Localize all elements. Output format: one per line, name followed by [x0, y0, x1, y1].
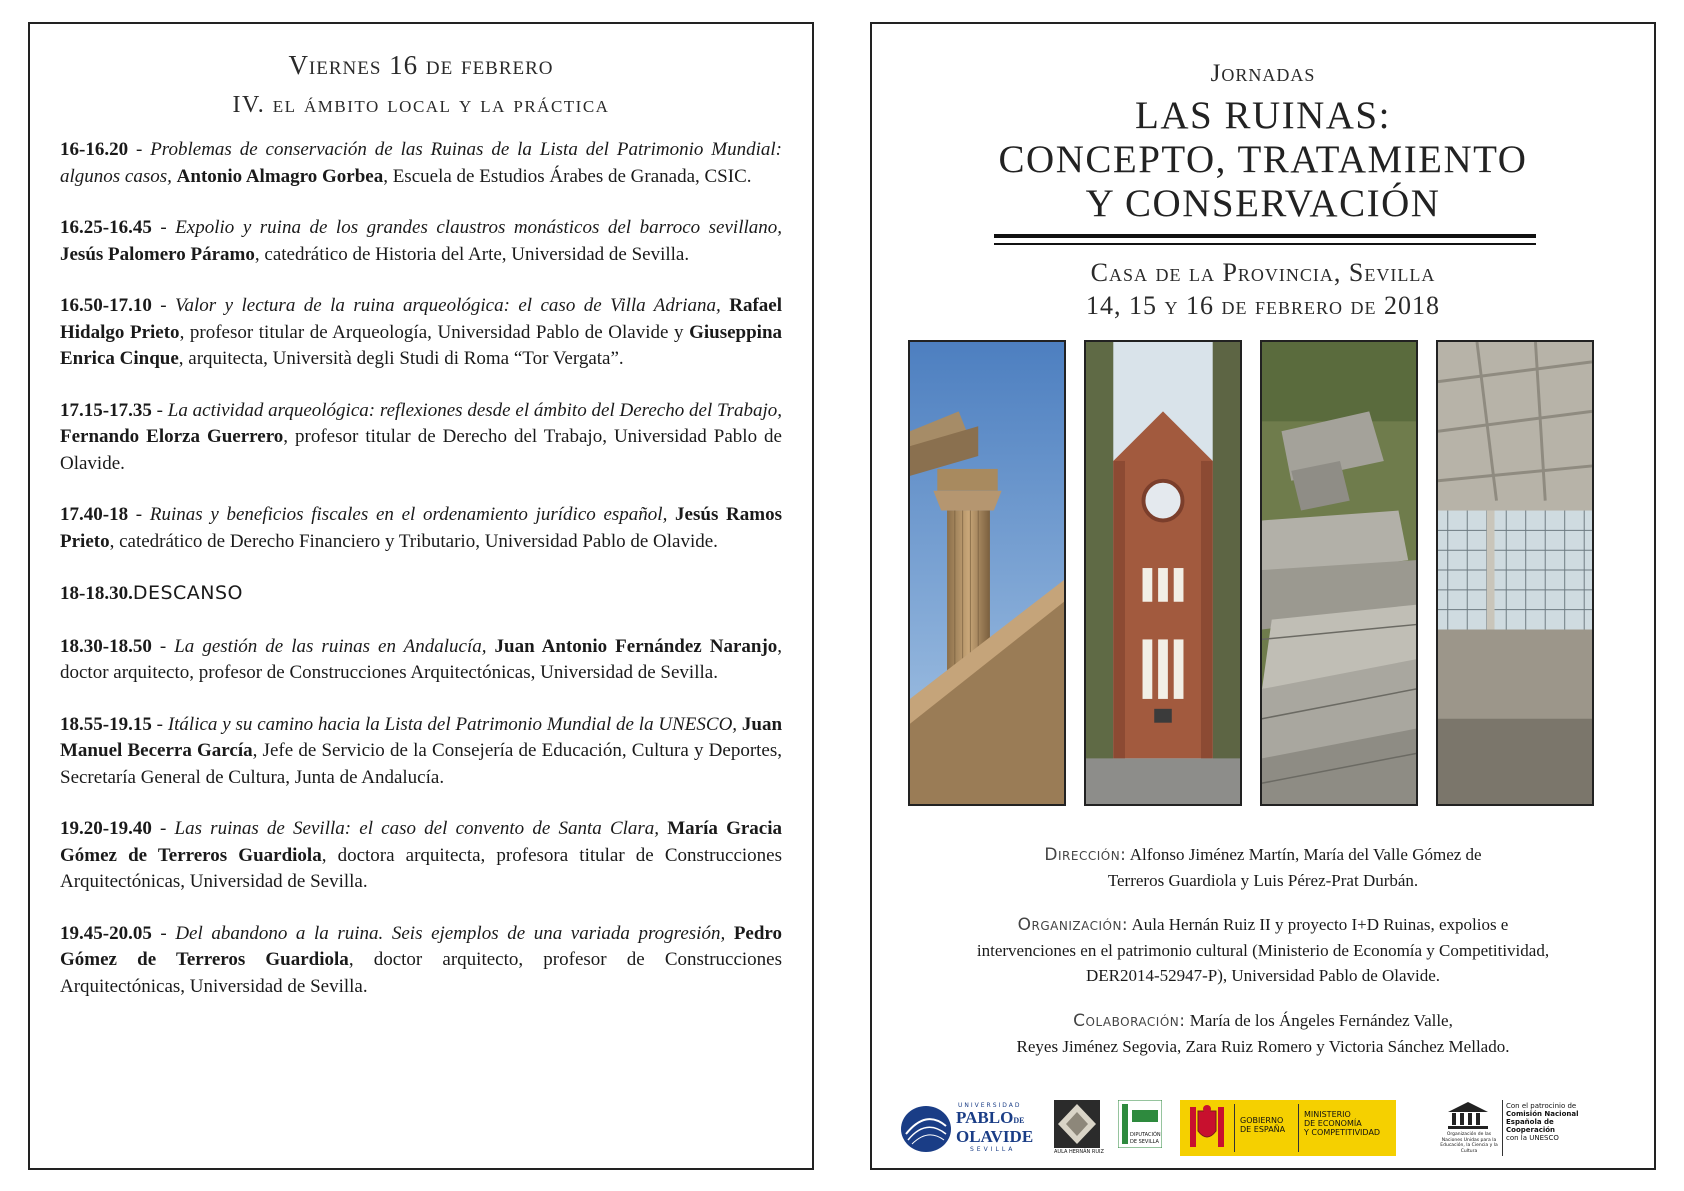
colaboracion-label: Colaboración: [1073, 1011, 1186, 1031]
item-sep: - [151, 399, 168, 421]
event-title-line: Y CONSERVACIÓN [1085, 182, 1441, 225]
unesco-commission-line: con la UNESCO [1506, 1134, 1559, 1142]
unesco-commission-line: Con el patrocinio de [1506, 1102, 1577, 1110]
organizacion-label: Organización: [1017, 915, 1129, 935]
item-affiliation: , catedrático de Derecho Financiero y Tributario, Universidad Pablo de Olavide. [109, 530, 718, 552]
item-affiliation: , arquitecta, Università degli Studi di Roma “Tor Vergata”. [178, 348, 624, 369]
organizacion-text: Aula Hernán Ruiz II y proyecto I+D Ruinas, expolios e [1131, 915, 1509, 934]
unesco-commission-line: Cooperación [1506, 1126, 1556, 1134]
item-affiliation: , profesor titular de Arqueología, Universidad Pablo de Olavide y [179, 321, 690, 343]
section-title: IV. el ámbito local y la práctica [232, 92, 610, 118]
ministerio-logo [1180, 1100, 1396, 1156]
aula-text: AULA HERNÁN RUIZ [1054, 1149, 1104, 1155]
venue-name: Casa de la Provincia, Sevilla [1090, 258, 1436, 287]
item-talk: Ruinas y beneficios fiscales en el ordenamiento jurídico español, [149, 504, 668, 525]
aula-logo [1054, 1100, 1104, 1156]
direccion-text: Alfonso Jiménez Martín, María del Valle Gómez de [1129, 845, 1482, 864]
photo-strip [908, 340, 1630, 806]
diputacion-text: DIPUTACIÓN DE SEVILLA [1130, 1132, 1161, 1145]
aula-emblem-icon [1054, 1100, 1100, 1148]
unesco-temple-icon [1446, 1100, 1490, 1130]
item-talk: La gestión de las ruinas en Andalucía, [174, 635, 487, 657]
program-item [60, 712, 782, 792]
program-item [60, 137, 782, 190]
item-time: 19.45-20.05 [60, 922, 152, 944]
item-talk: Las ruinas de Sevilla: el caso del convento de Santa Clara, [174, 818, 660, 839]
item-time: 18.55-19.15 [60, 713, 152, 735]
ministerio-line: Y COMPETITIVIDAD [1304, 1128, 1381, 1137]
item-speaker: Juan Antonio Fernández Naranjo [494, 635, 778, 657]
divider-thick [994, 234, 1536, 238]
program-item [60, 816, 782, 896]
program-list [60, 137, 782, 1025]
item-affiliation: , profesor titular de Derecho del Trabajo, Universidad Pablo de Olavide. [60, 426, 782, 474]
item-talk: Expolio y ruina de los grandes claustros monásticos del barroco sevillano, [175, 217, 782, 238]
unesco-subtitle: Organización de las Naciones Unidas para la Educación, la Ciencia y la Cultura [1440, 1132, 1498, 1154]
colaboracion-text: María de los Ángeles Fernández Valle, [1189, 1011, 1453, 1030]
item-speaker: Juan Manuel Becerra García [60, 713, 783, 761]
item-speaker: Giuseppina Enrica Cinque [60, 321, 783, 369]
upo-emblem-icon [900, 1104, 952, 1154]
item-talk: Itálica y su camino hacia la Lista del Patrimonio Mundial de la UNESCO, [167, 713, 738, 735]
credits-direccion [892, 842, 1634, 893]
unesco-commission-line: Comisión Nacional [1506, 1110, 1579, 1118]
direccion-label: Dirección: [1044, 845, 1127, 865]
photo-concrete-interior [1436, 340, 1594, 806]
upo-wordmark [956, 1110, 1033, 1145]
item-sep: - [151, 635, 175, 657]
ministerio-line: MINISTERIO [1304, 1110, 1351, 1119]
ministerio-text [1304, 1110, 1380, 1137]
colaboracion-text: Reyes Jiménez Segovia, Zara Ruiz Romero y Victoria Sánchez Mellado. [1016, 1037, 1510, 1056]
item-time: 17.40-18 [60, 504, 129, 525]
item-talk: Valor y lectura de la ruina arqueológica: el caso de Villa Adriana, [175, 295, 721, 316]
item-sep: - [128, 139, 151, 160]
item-sep: - [151, 713, 168, 735]
item-speaker: Fernando Elorza Guerrero [60, 426, 284, 447]
photo-greek-column [908, 340, 1066, 806]
item-speaker: Antonio Almagro Gorbea [176, 165, 384, 187]
cover-panel [870, 22, 1656, 1170]
item-talk: Problemas de conservación de las Ruinas de la Lista del Patrimonio Mundial: algunos casos, [60, 139, 783, 187]
gobierno-text: GOBIERNO DE ESPAÑA [1240, 1116, 1286, 1134]
item-speaker: María Gracia Gómez de Terreros Guardiola [60, 818, 782, 866]
venue-block [872, 256, 1654, 322]
item-affiliation: , doctor arquitecto, profesor de Construcciones Arquitectónicas, Universidad de Sevilla. [60, 635, 783, 683]
organizacion-text: DER2014-52947-P), Universidad Pablo de Olavide. [1085, 966, 1441, 985]
program-item [60, 634, 782, 687]
event-kicker: Jornadas [1210, 60, 1316, 87]
diputacion-logo [1118, 1100, 1162, 1156]
day-title: Viernes 16 de febrero [288, 50, 554, 80]
item-affiliation: , doctora arquitecta, profesora titular de Construcciones Arquitectónicas, Universidad de Sevilla. [60, 844, 782, 892]
event-dates: 14, 15 y 16 de febrero de 2018 [1085, 291, 1440, 320]
upo-word-pablo: PABLO [956, 1108, 1014, 1127]
item-speaker: Pedro Gómez de Terreros Guardiola [60, 922, 783, 970]
direccion-text: Terreros Guardiola y Luis Pérez-Prat Durbán. [1107, 871, 1419, 890]
item-sep: - [151, 818, 175, 839]
unesco-commission-line: Española de [1506, 1118, 1554, 1126]
spain-coat-of-arms-icon [1184, 1103, 1230, 1153]
break-label: DESCANSO [132, 582, 244, 604]
divider-thin [994, 243, 1536, 245]
sponsor-logos [872, 1100, 1654, 1158]
photo-stone-ruins [1260, 340, 1418, 806]
credits-colaboracion [892, 1008, 1634, 1059]
program-item [60, 293, 782, 373]
unesco-logo [1440, 1100, 1630, 1156]
organizacion-text: intervenciones en el patrimonio cultural (Ministerio de Economía y Competitividad, [976, 941, 1550, 960]
ministerio-line: DE ECONOMÍA [1304, 1119, 1362, 1128]
event-title-line: CONCEPTO, TRATAMIENTO [998, 138, 1528, 181]
event-title-line: LAS RUINAS: [1135, 94, 1391, 137]
item-talk: La actividad arqueológica: reflexiones desde el ámbito del Derecho del Trabajo, [167, 399, 782, 421]
item-affiliation: , Jefe de Servicio de la Consejería de Educación, Cultura y Deportes, Secretaría General de Cultura, Junta de Andalucía. [60, 740, 782, 788]
program-item [60, 921, 782, 1001]
program-item [60, 215, 782, 268]
program-item [60, 502, 782, 555]
upo-city-text: SEVILLA [970, 1146, 1016, 1153]
credits-organizacion [892, 912, 1634, 988]
upo-word-olavide: OLAVIDE [956, 1127, 1034, 1146]
item-speaker: Jesús Ramos Prieto [60, 504, 782, 552]
item-time: 19.20-19.40 [60, 818, 152, 839]
upo-word-de: DE [1013, 1116, 1025, 1125]
program-panel [28, 22, 814, 1170]
break-time: 18-18.30. [60, 583, 133, 604]
item-sep: - [128, 504, 150, 525]
item-sep: - [151, 922, 176, 944]
item-sep: - [151, 217, 176, 238]
item-time: 17.15-17.35 [60, 399, 152, 421]
item-talk: Del abandono a la ruina. Seis ejemplos de una variada progresión, [175, 922, 726, 944]
item-time: 16.50-17.10 [60, 295, 152, 316]
upo-logo [900, 1100, 1040, 1156]
event-title [872, 94, 1654, 226]
item-time: 18.30-18.50 [60, 635, 152, 657]
upo-top-text: UNIVERSIDAD [958, 1102, 1022, 1109]
unesco-commission-text [1506, 1102, 1578, 1142]
item-speaker: Jesús Palomero Páramo [60, 243, 255, 265]
item-sep: - [151, 295, 176, 316]
item-affiliation: , doctor arquitecto, profesor de Construcciones Arquitectónicas, Universidad de Sevilla. [60, 949, 782, 997]
photo-gothic-abbey [1084, 340, 1242, 806]
break-item [60, 580, 782, 608]
item-speaker: Rafael Hidalgo Prieto [60, 295, 782, 343]
item-time: 16-16.20 [60, 139, 129, 160]
item-time: 16.25-16.45 [60, 217, 152, 238]
item-affiliation: , catedrático de Historia del Arte, Universidad de Sevilla. [254, 243, 690, 265]
program-item [60, 398, 782, 478]
item-affiliation: , Escuela de Estudios Árabes de Granada, CSIC. [383, 165, 752, 187]
